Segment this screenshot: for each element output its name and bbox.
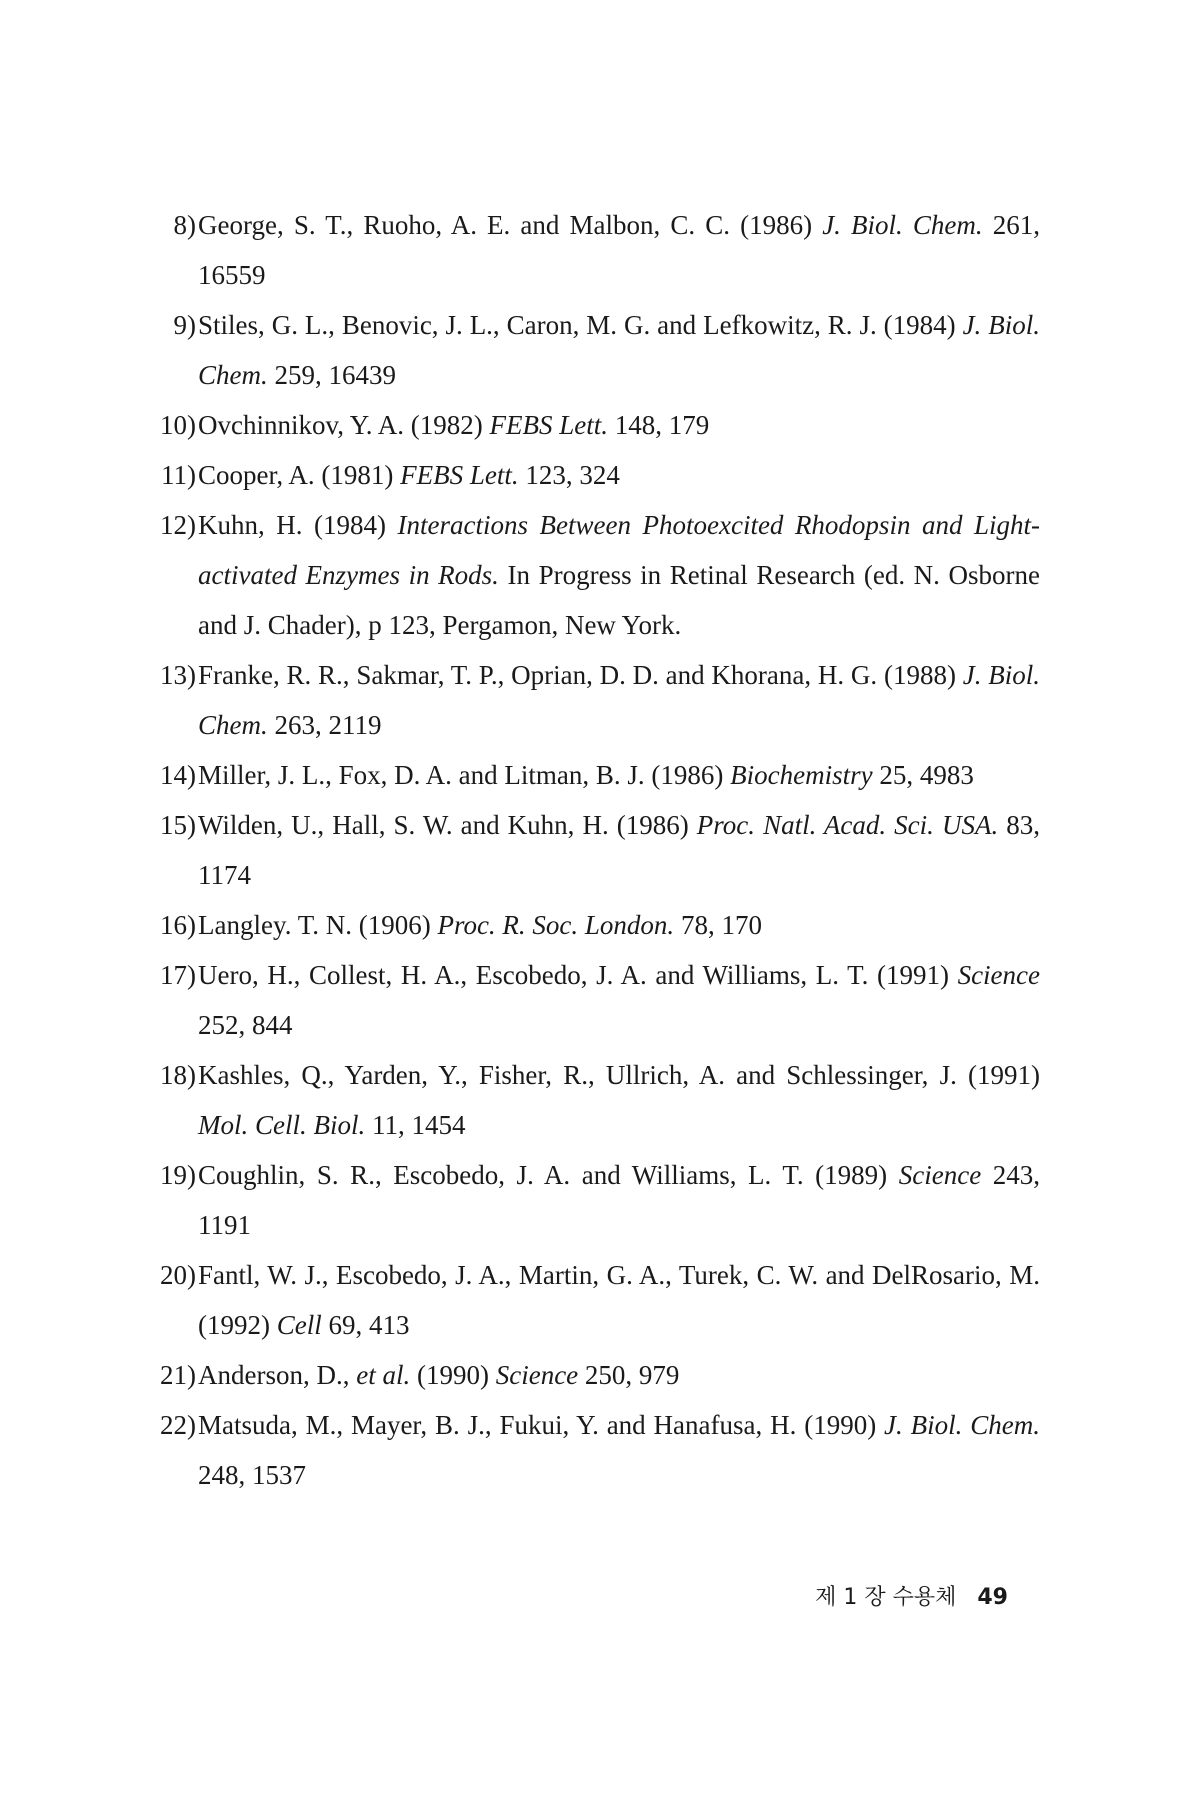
reference-segment: 25, 4983 [872,760,974,790]
reference-number: 22) [160,1410,196,1440]
reference-text [198,1150,1040,1250]
reference-italic-segment: Cell [276,1310,322,1340]
page-footer [815,1580,1008,1611]
reference-segment: 11, 1454 [365,1110,466,1140]
reference-item [152,650,1040,750]
reference-item [152,1400,1040,1500]
reference-text [198,400,1040,450]
reference-number: 14) [160,760,196,790]
reference-item [152,900,1040,950]
reference-item [152,300,1040,400]
reference-segment: Miller, J. L., Fox, D. A. and Litman, B. J. (1986) [198,760,731,790]
reference-number: 19) [160,1160,196,1190]
reference-number: 8) [173,210,196,240]
reference-segment: Coughlin, S. R., Escobedo, J. A. and Williams, L. T. (1989) [198,1160,899,1190]
reference-text [198,1050,1040,1150]
reference-segment: 250, 979 [578,1360,680,1390]
reference-segment: Uero, H., Collest, H. A., Escobedo, J. A. and Williams, L. T. (1991) [198,960,958,990]
reference-segment: Kuhn, H. (1984) [198,510,398,540]
reference-segment: 78, 170 [674,910,762,940]
reference-item [152,200,1040,300]
reference-text [198,1250,1040,1350]
reference-segment: Stiles, G. L., Benovic, J. L., Caron, M. G. and Lefkowitz, R. J. (1984) [198,310,963,340]
reference-italic-segment: J. Biol. Chem. [198,310,1040,390]
reference-segment: 243, 1191 [198,1160,1040,1240]
reference-text [198,900,1040,950]
reference-segment: Langley. T. N. (1906) [198,910,438,940]
reference-segment: Kashles, Q., Yarden, Y., Fisher, R., Ullrich, A. and Schlessinger, J. (1991) [198,1060,1040,1090]
reference-item [152,1050,1040,1150]
reference-segment: 69, 413 [321,1310,410,1340]
reference-item [152,500,1040,650]
reference-number: 11) [161,460,196,490]
reference-number: 17) [160,960,196,990]
reference-italic-segment: Science [957,960,1040,990]
reference-segment: (1990) [410,1360,496,1390]
reference-number: 12) [160,510,196,540]
reference-segment: Anderson, D., [198,1360,357,1390]
reference-segment: 123, 324 [518,460,620,490]
reference-item [152,1350,1040,1400]
reference-italic-segment: Proc. Natl. Acad. Sci. USA. [696,810,999,840]
reference-text [198,1400,1040,1500]
reference-segment: Ovchinnikov, Y. A. (1982) [198,410,490,440]
reference-italic-segment: Science [495,1360,579,1390]
reference-text [198,750,1040,800]
reference-number: 16) [160,910,196,940]
reference-number: 9) [173,310,196,340]
reference-item [152,1250,1040,1350]
reference-italic-segment: J. Biol. Chem. [198,660,1040,740]
reference-number: 20) [160,1260,196,1290]
reference-text [198,200,1040,300]
reference-text [198,800,1040,900]
reference-item [152,450,1040,500]
reference-italic-segment: Proc. R. Soc. London. [437,910,675,940]
reference-number: 21) [160,1360,196,1390]
reference-italic-segment: FEBS Lett. [400,460,519,490]
reference-italic-segment: J. Biol. Chem. [884,1410,1040,1440]
reference-number: 10) [160,410,196,440]
reference-segment: 261, 16559 [198,210,1040,290]
reference-item [152,950,1040,1050]
reference-italic-segment: Biochemistry [730,760,873,790]
reference-text [198,500,1040,650]
reference-number: 15) [160,810,196,840]
reference-italic-segment: Mol. Cell. Biol. [198,1110,366,1140]
reference-segment: Matsuda, M., Mayer, B. J., Fukui, Y. and Hanafusa, H. (1990) [198,1410,885,1440]
reference-text [198,450,1040,500]
reference-italic-segment: Interactions Between Photoexcited Rhodopsin and Light-activated Enzymes in Rods. [198,510,1040,590]
reference-number: 13) [160,660,196,690]
page-number: 49 [977,1585,1008,1610]
reference-segment: 248, 1537 [198,1460,306,1490]
reference-segment: Fantl, W. J., Escobedo, J. A., Martin, G. A., Turek, C. W. and DelRosario, M. (1992) [198,1260,1040,1340]
reference-text [198,950,1040,1050]
reference-italic-segment: J. Biol. Chem. [822,210,983,240]
reference-segment: Franke, R. R., Sakmar, T. P., Oprian, D. D. and Khorana, H. G. (1988) [198,660,963,690]
reference-item [152,1150,1040,1250]
chapter-title: 제 1 장 수용체 [815,1585,957,1610]
reference-text [198,650,1040,750]
reference-italic-segment: Science [898,1160,982,1190]
reference-segment: George, S. T., Ruoho, A. E. and Malbon, C. C. (1986) [198,210,823,240]
reference-item [152,400,1040,450]
reference-segment: Wilden, U., Hall, S. W. and Kuhn, H. (1986) [198,810,697,840]
reference-segment: 252, 844 [198,1010,293,1040]
reference-text [198,300,1040,400]
reference-list [152,200,1040,1500]
reference-number: 18) [160,1060,196,1090]
reference-text [198,1350,1040,1400]
reference-segment: 83, 1174 [198,810,1040,890]
reference-segment: Cooper, A. (1981) [198,460,401,490]
reference-italic-segment: FEBS Lett. [489,410,608,440]
reference-segment: In Progress in Retinal Research (ed. N. Osborne and J. Chader), p 123, Pergamon, New York. [198,560,1040,640]
reference-segment: 259, 16439 [267,360,396,390]
reference-italic-segment: et al. [356,1360,411,1390]
reference-item [152,750,1040,800]
reference-segment: 148, 179 [607,410,710,440]
reference-item [152,800,1040,900]
reference-segment: 263, 2119 [267,710,382,740]
